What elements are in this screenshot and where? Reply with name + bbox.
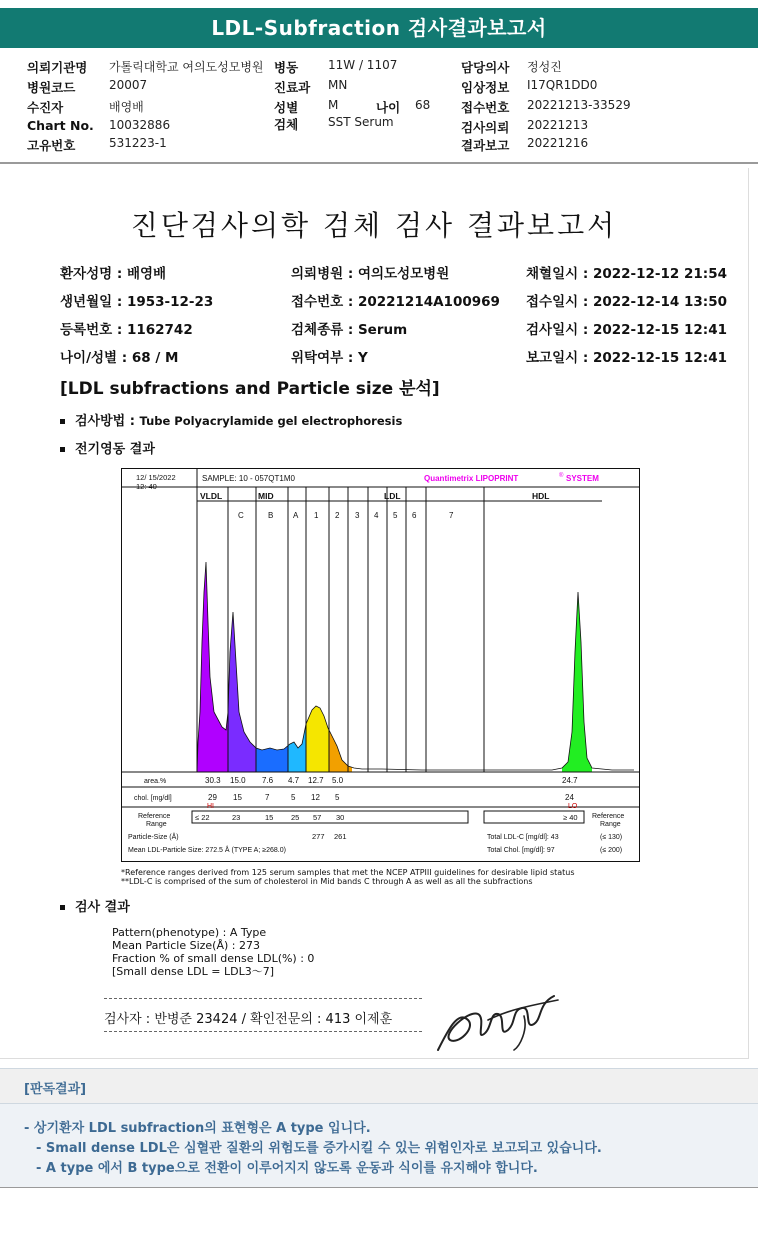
- field-specimen: 검체종류 : Serum: [291, 322, 408, 338]
- lipoprint-chart: [121, 468, 640, 862]
- chart-system-mark: ®: [559, 473, 564, 479]
- interpretation-title: [판독결과]: [24, 1082, 87, 1097]
- ref-label: Reference: [138, 813, 171, 820]
- group-label-ldl: LDL: [384, 491, 401, 501]
- chol-value: 29: [208, 793, 217, 802]
- field-receive-date: 접수일시 : 2022-12-14 13:50: [526, 294, 727, 310]
- section-title: [LDL subfractions and Particle size 분석]: [60, 379, 440, 399]
- ref-value: 57: [313, 813, 322, 822]
- result-bullet: [60, 896, 130, 915]
- chart-time: 12: 40: [136, 482, 157, 491]
- clinical-label: 임상정보: [461, 80, 510, 95]
- group-label-vldl: VLDL: [200, 491, 223, 501]
- ref-value-hdl: ≥ 40: [563, 813, 578, 822]
- signature-line-bottom: [104, 1031, 422, 1032]
- code-value: 20007: [109, 78, 148, 92]
- area-value: 15.0: [230, 776, 246, 785]
- divider: [0, 162, 758, 164]
- electro-bullet: [60, 438, 155, 457]
- band-label: 1: [314, 511, 319, 520]
- band-label: 6: [412, 511, 417, 520]
- profile-curve: [197, 562, 634, 772]
- method-label: 검사방법 :: [75, 414, 140, 429]
- unique-label: 고유번호: [27, 138, 76, 153]
- area-value: 24.7: [562, 776, 578, 785]
- total-chol: Total Chol. [mg/dl]: 97: [487, 847, 555, 854]
- unique-value: 531223-1: [109, 136, 167, 150]
- chol-value: 5: [291, 793, 296, 802]
- result-line: [Small dense LDL = LDL3～7]: [112, 965, 275, 978]
- order-info: [0, 52, 758, 156]
- interpretation-line: - 상기환자 LDL subfraction의 표현형은 A type 입니다.: [24, 1121, 371, 1136]
- ref-value: 15: [265, 813, 274, 822]
- chart-sample: SAMPLE: 10 - 057QT1M0: [202, 474, 295, 483]
- chol-value: 12: [311, 793, 320, 802]
- lipoprint-svg: [122, 469, 639, 861]
- chol-value: 24: [565, 793, 574, 802]
- dept-value: MN: [328, 78, 348, 92]
- ref-label-right: Range: [600, 821, 621, 828]
- total-ldl: Total LDL-C [mg/dl]: 43: [487, 834, 559, 841]
- chol-flag-lo: LO: [568, 803, 578, 810]
- area-value: 7.6: [262, 776, 274, 785]
- total-ldl-ref: (≤ 130): [600, 834, 623, 841]
- field-reg: 등록번호 : 1162742: [60, 322, 193, 338]
- chol-value: 5: [335, 793, 340, 802]
- field-consign: 위탁여부 : Y: [291, 350, 368, 366]
- receipt-label: 접수번호: [461, 100, 510, 115]
- age-value: 68: [415, 98, 431, 112]
- chart-date: 12/ 15/2022: [136, 473, 176, 482]
- age-label: 나이: [376, 100, 401, 115]
- chol-flag-hi: HI: [207, 803, 214, 810]
- group-label-hdl: HDL: [532, 491, 550, 501]
- chol-value: 15: [233, 793, 242, 802]
- note-2: **LDL-C is comprised of the sum of cholesterol in Mid bands C through A as well as all the subfractions: [121, 877, 533, 886]
- code-label: 병원코드: [27, 80, 76, 95]
- receipt-value: 20221213-33529: [527, 98, 631, 112]
- ref-value: 30: [336, 813, 345, 822]
- band-label: A: [293, 511, 299, 520]
- report-date-value: 20221216: [527, 136, 589, 150]
- chart-notes: [121, 868, 575, 886]
- signer: 검사자 : 반병준 23424 / 확인전문의 : 413 이제훈: [104, 1012, 393, 1027]
- interpretation-header: [0, 1069, 758, 1104]
- report-title: LDL-Subfraction 검사결과보고서: [211, 16, 547, 40]
- field-test-date: 검사일시 : 2022-12-15 12:41: [526, 322, 727, 338]
- sex-label: 성별: [274, 100, 299, 115]
- area-mid-c: [228, 612, 256, 772]
- chart-value: 10032886: [109, 118, 171, 132]
- field-report-date: 보고일시 : 2022-12-15 12:41: [526, 350, 727, 366]
- chart-label: Chart No.: [27, 118, 94, 133]
- group-label-mid: MID: [258, 491, 274, 501]
- row-label-area: area.%: [144, 778, 167, 785]
- chart-system-suffix: SYSTEM: [566, 474, 599, 483]
- ward-value: 11W / 1107: [328, 58, 398, 72]
- result-line: Mean Particle Size(Å) : 273: [112, 939, 260, 952]
- band-label: 7: [449, 511, 454, 520]
- result-block: [112, 926, 314, 978]
- ref-value: 23: [232, 813, 241, 822]
- result-line: Fraction % of small dense LDL(%) : 0: [112, 952, 315, 965]
- report-date-label: 결과보고: [461, 138, 510, 153]
- signature-image: [428, 990, 568, 1060]
- field-blood-date: 채혈일시 : 2022-12-12 21:54: [526, 266, 727, 282]
- ref-label-right: Reference: [592, 813, 625, 820]
- result-label: 검사 결과: [75, 900, 130, 915]
- interpretation-panel: [0, 1068, 758, 1188]
- area-value: 30.3: [205, 776, 221, 785]
- interpretation-line: - A type 에서 B type으로 전환이 이루어지지 않도록 운동과 식이를 유지해야 합니다.: [36, 1161, 538, 1176]
- field-name: 환자성명 : 배영배: [60, 266, 167, 282]
- document-title: 진단검사의학 검체 검사 결과보고서: [130, 209, 618, 242]
- ref-value: ≤ 22: [195, 813, 210, 822]
- hospital-value: 가톨릭대학교 여의도성모병원: [109, 60, 264, 74]
- specimen-value: SST Serum: [328, 115, 394, 129]
- doctor-value: 정성진: [527, 60, 562, 74]
- request-label: 검사의뢰: [461, 120, 510, 135]
- scanned-report: [0, 168, 749, 1059]
- report-title-bar: [0, 8, 758, 48]
- interpretation-line: - Small dense LDL은 심혈관 질환의 위험도를 증가시킬 수 있는 위험인자로 보고되고 있습니다.: [36, 1141, 602, 1156]
- electro-label: 전기영동 결과: [75, 442, 155, 457]
- ward-label: 병동: [274, 60, 299, 75]
- signature-line-top: [104, 998, 422, 999]
- field-age-sex: 나이/성별 : 68 / M: [60, 350, 179, 366]
- band-label: B: [268, 511, 274, 520]
- field-referring: 의뢰병원 : 여의도성모병원: [291, 266, 450, 282]
- specimen-label: 검체: [274, 117, 299, 132]
- field-birth: 생년월일 : 1953-12-23: [60, 294, 214, 310]
- total-chol-ref: (≤ 200): [600, 847, 623, 854]
- hospital-label: 의뢰기관명: [27, 60, 88, 75]
- band-label: 3: [355, 511, 360, 520]
- area-value: 4.7: [288, 776, 300, 785]
- patient-label: 수진자: [27, 100, 64, 115]
- band-label: 4: [374, 511, 379, 520]
- particle-label: Particle-Size (Å): [128, 834, 179, 841]
- method-value: Tube Polyacrylamide gel electrophoresis: [139, 414, 403, 428]
- result-line: Pattern(phenotype) : A Type: [112, 926, 267, 939]
- chol-value: 7: [265, 793, 270, 802]
- ref-label: Range: [146, 821, 167, 828]
- note-1: *Reference ranges derived from 125 serum samples that met the NCEP ATPIII guidelines for desirable lipid status: [121, 868, 575, 877]
- band-label: C: [238, 511, 244, 520]
- patient-value: 배영배: [109, 100, 144, 114]
- request-value: 20221213: [527, 118, 589, 132]
- particle-value: 261: [334, 832, 347, 841]
- particle-value: 277: [312, 832, 325, 841]
- band-label: 5: [393, 511, 398, 520]
- doctor-label: 담당의사: [461, 60, 510, 75]
- dept-label: 진료과: [274, 80, 311, 95]
- band-label: 2: [335, 511, 340, 520]
- method-bullet: [60, 410, 402, 429]
- area-mid-a: [288, 724, 306, 772]
- mean-particle-size: Mean LDL-Particle Size: 272.5 Å (TYPE A; ≥268.0): [128, 847, 286, 854]
- clinical-value: I17QR1DD0: [527, 78, 598, 92]
- area-value: 12.7: [308, 776, 324, 785]
- ref-value: 25: [291, 813, 300, 822]
- chart-system: Quantimetrix LIPOPRINT: [424, 474, 519, 483]
- row-label-chol: chol. [mg/dl]: [134, 795, 172, 802]
- sex-value: M: [328, 98, 339, 112]
- area-value: 5.0: [332, 776, 344, 785]
- field-receipt: 접수번호 : 20221214A100969: [291, 294, 500, 310]
